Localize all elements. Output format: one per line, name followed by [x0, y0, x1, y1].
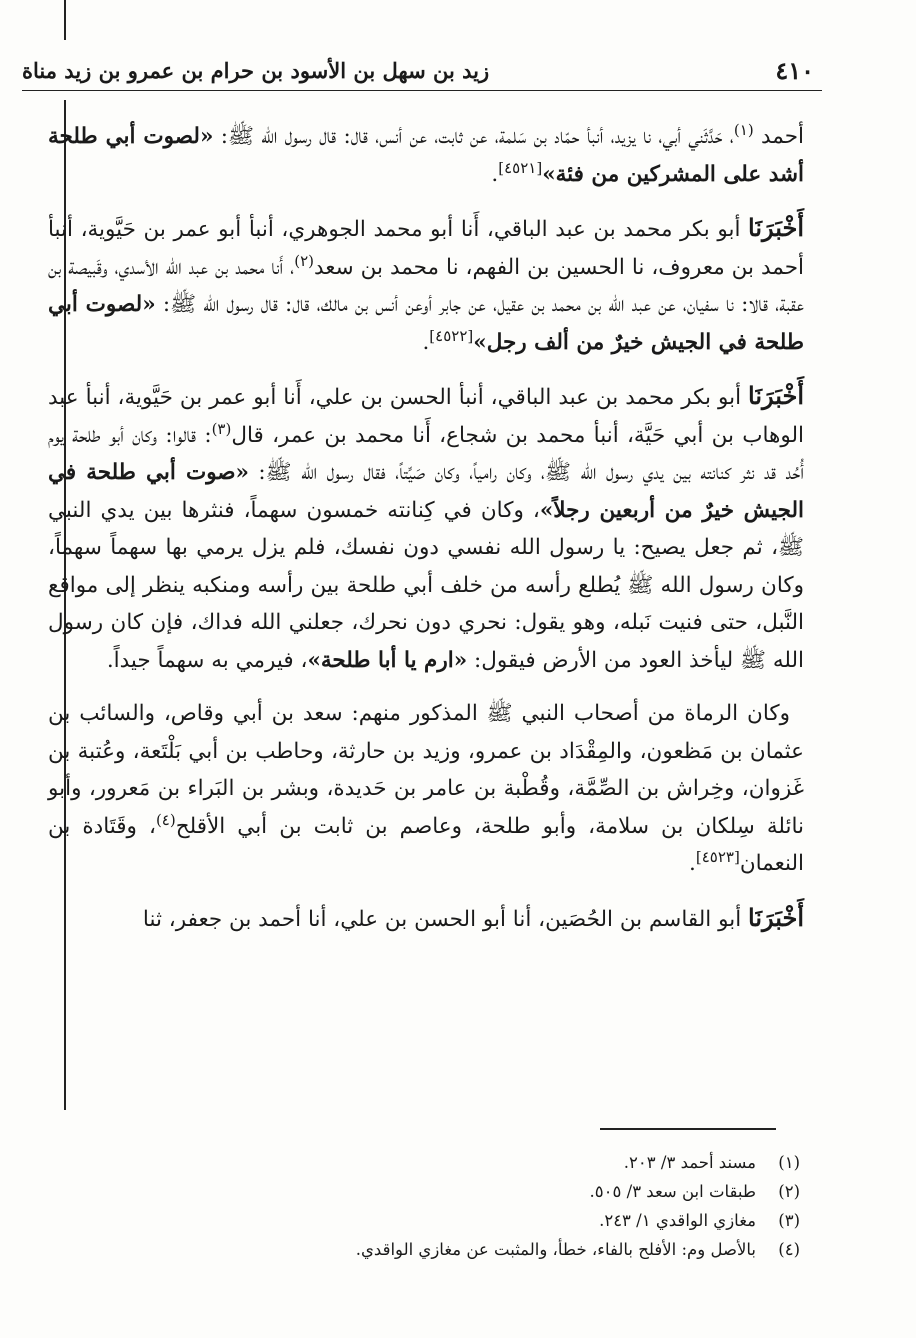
reference-marker: (١) [733, 120, 754, 139]
paragraph [48, 209, 804, 361]
text-run: ، حَدَّثَني أبي، نا يزيد، أنبأ حمّاد بن سَلمة، عن ثابت، عن أنس، قال: قال رسول الله ﷺ: [213, 124, 734, 149]
text-run: . [491, 161, 499, 187]
chain-opening: أَخْبَرَنَا [748, 213, 804, 242]
text-run: أبو القاسم بن الحُصَين، أنا أبو الحسن بن علي، أنا أحمد بن جعفر، ثنا [142, 906, 749, 932]
footnote-number: (٤) [778, 1240, 800, 1259]
footnote-text: بالأصل وم: الأفلح بالفاء، خطأ، والمثبت عن مغازي الواقدي. [355, 1240, 756, 1259]
text-run: ، أَنا محمد بن عبد الله الأسدي، وقَبيصة بن عقبة، قالا: نا سفيان، عن عبد الله بن محمد بن عقيل، عن جابر أوعن أنس بن مالك، قال: قال رسول الله ﷺ: [48, 254, 804, 317]
text-run: : قالوا: وكان أبو طلحة يوم أُحُد قد نثر كنانته بين يدي رسول الله ﷺ، وكان رامياً، وكان صَيِّتاً، فقال رسول الله ﷺ: [48, 422, 804, 485]
reference-marker: (٤) [155, 810, 176, 829]
page-header [22, 50, 822, 91]
text-run: أحمد [753, 124, 804, 149]
footnote-text: طبقات ابن سعد ٣/ ٥٠٥. [589, 1182, 756, 1201]
chain-opening: أَخْبَرَنَا [748, 902, 804, 932]
paragraph [48, 118, 804, 193]
text-run: وكان الرماة من أصحاب النبي ﷺ المذكور منهم: سعد بن أبي وقاص، والسائب بن عثمان بن مَظعون، والمِقْدَاد بن عمرو، وزيد بن حارثة، وحاطب بن أبي بَلْتَعة، وعُتبة بن غَزوان، وخِراش بن الصِّمَّة، وقُطْبة بن عامر بن حَديدة، وبشر بن البَراء بن مَعرور، وأبو نائلة سِلكان بن سلامة، وأبو طلحة، وعاصم بن ثابت بن أبي الأقلح [48, 701, 804, 839]
running-title: زيد بن سهل بن الأسود بن حرام بن عمرو بن زيد مناة [22, 57, 490, 83]
reference-marker: [٤٥٢٣] [695, 847, 740, 866]
reference-marker: (٣) [211, 419, 232, 438]
footnote-number: (٣) [778, 1211, 800, 1230]
footnote [200, 1235, 800, 1264]
hadith-quote: «صوت أبي طلحة في الجيش خيرٌ من أربعين رجلاً» [48, 460, 804, 523]
reference-marker: (٢) [294, 251, 314, 270]
page-number: ٤١٠ [775, 55, 814, 85]
hadith-quote: «لصوت أبي طلحة في الجيش خيرٌ من ألف رجل» [48, 292, 804, 355]
text-run: . [422, 329, 430, 355]
reference-marker: [٤٥٢٢] [429, 326, 474, 345]
footnote-number: (١) [778, 1153, 800, 1172]
paragraph [48, 695, 804, 883]
paragraph [48, 377, 804, 679]
footnotes [200, 1148, 800, 1264]
text-run: أبو بكر محمد بن عبد الباقي، أَنا أبو محمد الجوهري، أنبأ أبو عمر بن حَيَّوية، أنبأ أحمد بن معروف، نا الحسين بن الفهم، نا محمد بن سعد [48, 217, 804, 280]
hadith-quote: «ارم يا أبا طلحة» [307, 647, 468, 673]
footnote [200, 1177, 800, 1206]
paragraph [48, 899, 804, 939]
reference-marker: [٤٥٢١] [498, 158, 543, 177]
text-run: أبو بكر محمد بن عبد الباقي، أنبأ الحسن بن علي، أَنا أبو عمر بن حَيَّوية، أنبأ عبد الوهاب بن أبي حَيَّة، أنبأ محمد بن شجاع، أَنا محمد بن عمر، قال [48, 385, 804, 448]
text-run: . [689, 851, 696, 876]
footnote-number: (٢) [778, 1182, 800, 1201]
footnote-text: مسند أحمد ٣/ ٢٠٣. [623, 1153, 756, 1172]
footnote-text: مغازي الواقدي ١/ ٢٤٣. [599, 1211, 756, 1230]
margin-rule-top [64, 0, 66, 40]
text-run: ، فيرمي به سهماً جيداً. [106, 647, 308, 673]
footnote-separator [600, 1128, 776, 1130]
footnote [200, 1148, 800, 1177]
text-run: ، وكان في كِنانته خمسون سهماً، فنثرها بين يدي النبي ﷺ، ثم جعل يصيح: يا رسول الله نفسي دون نفسك، فلم يزل يرمي بها سهماً سهماً، وكان رسول الله ﷺ يُطلع رأسه من خلف أبي طلحة بين رأسه ومنكبه ينظر إلى مواقع النَّبل، حتى فنيت نَبله، وهو يقول: نحري دون نحرك، جعلني الله فداك، فإن كان رسول الله ﷺ ليأخذ العود من الأرض فيقول: [48, 497, 804, 673]
main-text [48, 118, 804, 954]
footnote [200, 1206, 800, 1235]
chain-opening: أَخْبَرَنَا [748, 381, 804, 410]
text-run: ، وقَتَادة بن النعمان [48, 813, 804, 876]
hadith-quote: «لصوت أبي طلحة أشد على المشركين من فئة» [48, 124, 804, 187]
